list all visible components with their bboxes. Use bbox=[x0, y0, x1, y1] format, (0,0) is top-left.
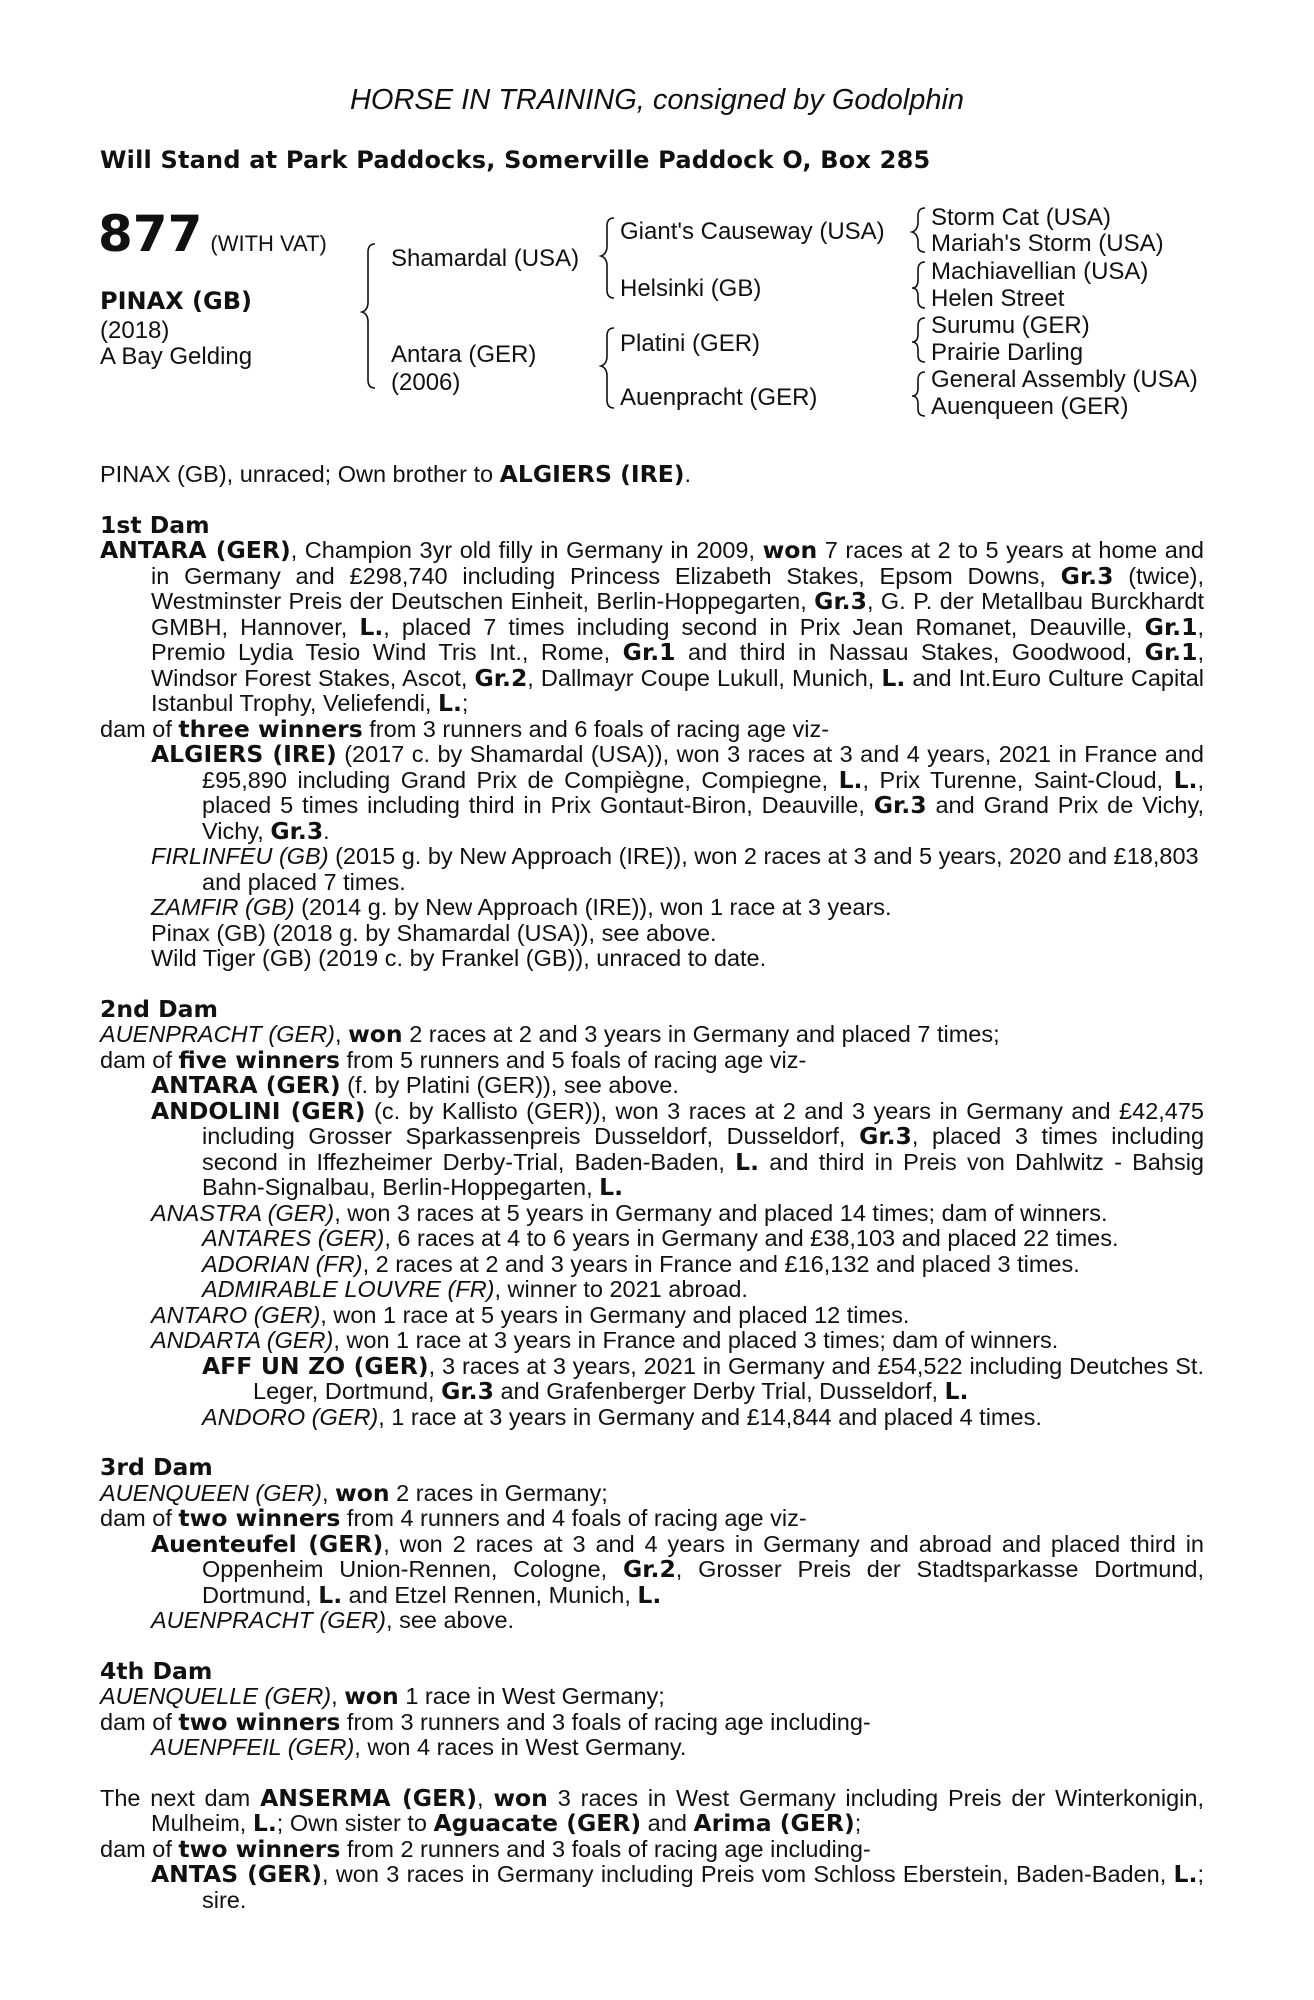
stand-location: Will Stand at Park Paddocks, Somerville Paddock O, Box 285 bbox=[100, 146, 931, 174]
grade-badge: L. bbox=[359, 612, 384, 641]
produce-name: ANTARES (GER) bbox=[202, 1225, 385, 1251]
pedigree-notes bbox=[100, 462, 1204, 1913]
dam1-produce-4: Pinax (GB) (2018 g. by Shamardal (USA)), see above. bbox=[151, 919, 717, 946]
produce-text: , won 2 races at 3 and 4 years in Germany and abroad and placed third in Oppenheim Union-Rennen, Cologne, bbox=[202, 1530, 1204, 1582]
produce-text: , won 3 races at 5 years in Germany and placed 14 times; dam of winners. bbox=[334, 1199, 1108, 1226]
intro-line bbox=[100, 462, 1204, 488]
dam1-t4: , G. P. der Metallbau Burckhardt GMBH, Hannover, bbox=[151, 588, 1205, 640]
produce-name: ANDARTA (GER) bbox=[151, 1327, 334, 1353]
next-dam-produce-summary bbox=[100, 1834, 1204, 1863]
produce-text: . bbox=[323, 817, 330, 844]
grade-badge: Gr.1 bbox=[1144, 612, 1198, 641]
produce-text: , winner to 2021 abroad. bbox=[494, 1276, 748, 1302]
produce-text: (c. by Kallisto (GER)), won 3 races at 2 and 3 years in Germany and £42,475 including Grosser Sparkassenpreis Dusseldorf, Dusseldorf, bbox=[202, 1097, 1204, 1149]
grade-badge: L. bbox=[252, 1809, 277, 1837]
dam1-t2: 7 races at 2 to 5 years at home and in Germany and £298,740 including Princess Elizabeth Stakes, Epsom Downs, bbox=[151, 537, 1204, 589]
dam4-produce-1 bbox=[100, 1735, 1204, 1761]
pedigree-dss: Surumu (GER) bbox=[931, 312, 1090, 339]
dam3-won: won bbox=[335, 1478, 390, 1507]
dam2-produce-1 bbox=[100, 1073, 1204, 1099]
dam4-record bbox=[100, 1684, 1204, 1710]
lot-header bbox=[98, 205, 327, 263]
pedigree-sire-sire: Giant's Causeway (USA) bbox=[620, 218, 885, 245]
dam4-name: AUENQUELLE (GER) bbox=[100, 1683, 332, 1709]
grade-badge: L. bbox=[599, 1173, 624, 1201]
horse-description: A Bay Gelding bbox=[100, 343, 253, 370]
dam1-produce-5: Wild Tiger (GB) (2019 c. by Frankel (GB)), unraced to date. bbox=[151, 945, 767, 971]
sister-name: Arima (GER) bbox=[693, 1809, 855, 1837]
produce-text: (f. by Platini (GER)), see above. bbox=[340, 1072, 679, 1098]
dam2-produce-3 bbox=[100, 1201, 1204, 1227]
grade-badge: L. bbox=[637, 1580, 662, 1609]
page-title: HORSE IN TRAINING, consigned by Godolphin bbox=[349, 84, 965, 116]
pedigree-dsd: Prairie Darling bbox=[931, 339, 1084, 366]
damof-suffix: from 4 runners and 4 foals of racing age viz- bbox=[340, 1505, 807, 1531]
dam4-t2: 1 race in West Germany; bbox=[398, 1683, 665, 1709]
lot-number: 877 bbox=[98, 205, 203, 263]
produce-name: FIRLINFEU (GB) bbox=[151, 843, 329, 869]
produce-text: , 6 races at 4 to 6 years in Germany and £38,103 and placed 22 times. bbox=[384, 1225, 1119, 1251]
grade-badge: L. bbox=[318, 1580, 343, 1609]
dam1-heading: 1st Dam bbox=[100, 510, 210, 539]
produce-name: ALGIERS (IRE) bbox=[151, 740, 337, 768]
grade-badge: Gr.3 bbox=[859, 1122, 912, 1150]
dam2-grandproduce-4 bbox=[100, 1351, 1204, 1405]
dam3-record bbox=[100, 1478, 1204, 1507]
dam1-t1: , Champion 3yr old filly in Germany in 2009, bbox=[290, 537, 763, 563]
vat-label: (WITH VAT) bbox=[210, 231, 327, 256]
dam2-grandproduce-1 bbox=[100, 1226, 1204, 1252]
dam4-produce-summary bbox=[100, 1707, 1204, 1736]
damof-suffix: from 3 runners and 3 foals of racing age including- bbox=[340, 1708, 871, 1735]
produce-name: ZAMFIR (GB) bbox=[151, 894, 295, 920]
pedigree-ssd: Mariah's Storm (USA) bbox=[931, 230, 1164, 257]
grade-badge: L. bbox=[1173, 1860, 1198, 1888]
damof-suffix: from 2 runners and 3 foals of racing age including- bbox=[340, 1835, 871, 1862]
produce-text: (2014 g. by New Approach (IRE)), won 1 race at 3 years. bbox=[294, 894, 892, 920]
dam3-produce-1 bbox=[100, 1529, 1204, 1609]
produce-text: , 2 races at 2 and 3 years in France and £16,132 and placed 3 times. bbox=[362, 1250, 1080, 1277]
grade-badge: L. bbox=[838, 765, 863, 794]
next-dam-text: ; bbox=[854, 1810, 862, 1836]
intro-end: . bbox=[684, 461, 692, 487]
produce-name: ANTARA (GER) bbox=[151, 1071, 341, 1099]
produce-text: , Grosser Preis der Stadtsparkasse Dortmund, Dortmund, bbox=[202, 1556, 1204, 1608]
dam1-t5: , placed 7 times including second in Prix Jean Romanet, Deauville, bbox=[383, 613, 1145, 640]
produce-text: , 1 race at 3 years in Germany and £14,844 and placed 4 times. bbox=[378, 1403, 1042, 1430]
winners-count: two winners bbox=[178, 1834, 341, 1863]
horse-year: (2018) bbox=[100, 317, 170, 344]
damof-suffix: from 5 runners and 5 foals of racing age viz- bbox=[339, 1046, 807, 1073]
dam3-produce-summary bbox=[100, 1506, 1204, 1532]
pedigree-sdd: Helen Street bbox=[931, 285, 1065, 312]
produce-name: AUENPRACHT (GER) bbox=[151, 1607, 387, 1633]
pedigree-sss: Storm Cat (USA) bbox=[931, 204, 1112, 231]
dam2-produce-summary bbox=[100, 1045, 1204, 1074]
dam2-record bbox=[100, 1022, 1204, 1048]
dam1-name: ANTARA (GER) bbox=[100, 536, 291, 564]
produce-name: AFF UN ZO (GER) bbox=[202, 1351, 429, 1380]
produce-text: , placed 3 times including second in Iffezheimer Derby-Trial, Baden-Baden, bbox=[202, 1123, 1205, 1175]
dam1-t3: (twice), Westminster Preis der Deutschen Einheit, Berlin-Hoppegarten, bbox=[151, 562, 1204, 614]
dam1-produce-2 bbox=[100, 844, 1204, 895]
produce-text: , see above. bbox=[386, 1607, 515, 1633]
pedigree-dam: Antara (GER) bbox=[391, 341, 537, 368]
produce-text: , placed 5 times including third in Prix Gontaut-Biron, Deauville, bbox=[202, 766, 1205, 818]
produce-text: and Grafenberger Derby Trial, Dusseldorf, bbox=[493, 1378, 945, 1404]
grade-badge: Gr.3 bbox=[1060, 561, 1114, 590]
next-dam-record bbox=[100, 1783, 1204, 1837]
grade-badge: L. bbox=[881, 663, 906, 692]
grade-badge: Gr.1 bbox=[1144, 638, 1198, 666]
produce-name: ANTAS (GER) bbox=[151, 1860, 323, 1888]
dam1-t7: and third in Nassau Stakes, Goodwood, bbox=[675, 639, 1145, 665]
horse-name: PINAX (GB) bbox=[100, 287, 252, 315]
dam4-heading: 4th Dam bbox=[100, 1656, 213, 1685]
grade-badge: L. bbox=[944, 1377, 969, 1405]
damof-prefix: dam of bbox=[100, 1835, 179, 1862]
next-dam-text: 3 races in West Germany including Preis der Winterkonigin, Mulheim, bbox=[151, 1784, 1204, 1836]
dam2-grandproduce-5 bbox=[100, 1405, 1204, 1431]
dam2-grandproduce-2 bbox=[100, 1252, 1204, 1278]
produce-name: ANDOLINI (GER) bbox=[151, 1096, 366, 1125]
dam2-produce-2 bbox=[100, 1096, 1205, 1201]
dam1-t9: , Dallmayr Coupe Lukull, Munich, bbox=[527, 664, 882, 691]
next-dam-won: won bbox=[493, 1783, 548, 1812]
produce-text: (2015 g. by New Approach (IRE)), won 2 races at 3 and 5 years, 2020 and £18,803 and placed 7 times. bbox=[202, 843, 1199, 895]
pedigree-ddd: Auenqueen (GER) bbox=[931, 393, 1129, 420]
grade-badge: Gr.3 bbox=[441, 1377, 494, 1405]
dam2-heading: 2nd Dam bbox=[100, 994, 218, 1023]
grade-badge: Gr.3 bbox=[873, 791, 927, 819]
next-dam-text: and bbox=[641, 1810, 694, 1836]
damof-suffix: from 3 runners and 6 foals of racing age viz- bbox=[362, 715, 830, 742]
dam2-grandproduce-3 bbox=[100, 1277, 1204, 1303]
dam1-t11: ; bbox=[461, 690, 469, 716]
pedigree-sds: Machiavellian (USA) bbox=[931, 258, 1149, 285]
next-dam-text: ; Own sister to bbox=[276, 1810, 434, 1836]
pedigree-sire: Shamardal (USA) bbox=[391, 245, 580, 272]
dam3-name: AUENQUEEN (GER) bbox=[100, 1479, 322, 1506]
dam1-produce-1 bbox=[100, 742, 1204, 844]
dam2-t2: 2 races at 2 and 3 years in Germany and placed 7 times; bbox=[402, 1021, 1000, 1047]
produce-text: , won 3 races in Germany including Preis vom Schloss Eberstein, Baden-Baden, bbox=[322, 1861, 1174, 1887]
dam3-heading: 3rd Dam bbox=[100, 1453, 213, 1481]
dam2-won: won bbox=[348, 1020, 403, 1048]
produce-name: ANASTRA (GER) bbox=[151, 1199, 335, 1226]
dam1-t6: , Premio Lydia Tesio Wind Tris Int., Rome, bbox=[151, 613, 1204, 665]
pedigree-dam-sire: Platini (GER) bbox=[620, 330, 761, 357]
intro-brother: ALGIERS (IRE) bbox=[499, 460, 685, 488]
grade-badge: Gr.1 bbox=[622, 638, 676, 666]
dam1-produce-3 bbox=[100, 895, 1204, 921]
grade-badge: L. bbox=[437, 689, 462, 717]
produce-name: ANTARO (GER) bbox=[151, 1301, 321, 1328]
dam1-produce-summary bbox=[100, 714, 1204, 743]
dam4-t1: , bbox=[331, 1683, 345, 1709]
winners-count: five winners bbox=[178, 1045, 340, 1074]
next-dam-text: , bbox=[476, 1784, 494, 1811]
next-dam-produce-1 bbox=[100, 1862, 1204, 1913]
pedigree-dds: General Assembly (USA) bbox=[931, 366, 1198, 393]
winners-count: three winners bbox=[178, 714, 363, 743]
produce-text: (2017 c. by Shamardal (USA)), won 3 races at 3 and 4 years, 2021 in France and £95,890 including Grand Prix de Compiègne, Compiegne, bbox=[202, 741, 1205, 793]
grade-badge: Gr.3 bbox=[270, 816, 324, 845]
produce-name: AUENPFEIL (GER) bbox=[151, 1734, 355, 1760]
pedigree-dam-dam: Auenpracht (GER) bbox=[620, 384, 818, 411]
dam1-record bbox=[100, 538, 1204, 717]
produce-text: and Grand Prix de Vichy, Vichy, bbox=[202, 792, 1205, 844]
grade-badge: L. bbox=[1173, 765, 1198, 794]
dam3-t1: , bbox=[321, 1479, 336, 1506]
produce-name: Auenteufel (GER) bbox=[151, 1529, 384, 1558]
produce-text: , won 1 race at 3 years in France and placed 3 times; dam of winners. bbox=[333, 1327, 1059, 1353]
pedigree-sire-dam: Helsinki (GB) bbox=[620, 275, 762, 302]
sister-name: Aguacate (GER) bbox=[433, 1809, 642, 1837]
produce-name: ADORIAN (FR) bbox=[202, 1250, 363, 1277]
damof-prefix: dam of bbox=[100, 1046, 179, 1073]
grade-badge: Gr.2 bbox=[622, 1555, 676, 1583]
dam2-produce-4 bbox=[100, 1303, 1204, 1329]
dam3-produce-2 bbox=[100, 1608, 1204, 1634]
pedigree-dam-year: (2006) bbox=[391, 369, 461, 396]
winners-count: two winners bbox=[178, 1504, 341, 1532]
produce-text: and Etzel Rennen, Munich, bbox=[342, 1581, 638, 1608]
damof-prefix: dam of bbox=[100, 715, 179, 742]
dam4-won: won bbox=[344, 1682, 399, 1710]
produce-text: , 3 races at 3 years, 2021 in Germany and £54,522 including Deutches St. Leger, Dortmund, bbox=[253, 1352, 1204, 1404]
grade-badge: L. bbox=[735, 1147, 760, 1176]
intro-text: PINAX (GB), unraced; Own brother to bbox=[100, 461, 500, 487]
dam1-won: won bbox=[762, 536, 818, 564]
produce-text: , won 4 races in West Germany. bbox=[354, 1734, 687, 1760]
next-dam-prefix: The next dam bbox=[100, 1784, 261, 1811]
produce-text: and third in Preis von Dahlwitz - Bahsig Bahn-Signalbau, Berlin-Hoppegarten, bbox=[202, 1148, 1204, 1200]
grade-badge: Gr.2 bbox=[474, 663, 528, 692]
produce-text: , won 1 race at 5 years in Germany and placed 12 times. bbox=[320, 1301, 910, 1328]
grade-badge: Gr.3 bbox=[814, 587, 867, 615]
dam2-t1: , bbox=[335, 1021, 349, 1047]
produce-name: ADMIRABLE LOUVRE (FR) bbox=[202, 1276, 495, 1302]
damof-prefix: dam of bbox=[100, 1708, 179, 1735]
dam2-produce-5 bbox=[100, 1328, 1204, 1354]
produce-name: ANDORO (GER) bbox=[202, 1403, 379, 1430]
produce-text: ; sire. bbox=[202, 1861, 1204, 1913]
dam1-t10: and Int.Euro Culture Capital Istanbul Trophy, Veliefendi, bbox=[151, 664, 1205, 716]
winners-count: two winners bbox=[178, 1707, 341, 1736]
damof-prefix: dam of bbox=[100, 1505, 179, 1531]
next-dam-name: ANSERMA (GER) bbox=[260, 1783, 477, 1812]
dam2-name: AUENPRACHT (GER) bbox=[100, 1021, 336, 1047]
produce-text: , Prix Turenne, Saint-Cloud, bbox=[862, 766, 1174, 793]
dam1-t8: , Windsor Forest Stakes, Ascot, bbox=[151, 639, 1204, 691]
dam3-t2: 2 races in Germany; bbox=[389, 1479, 608, 1506]
